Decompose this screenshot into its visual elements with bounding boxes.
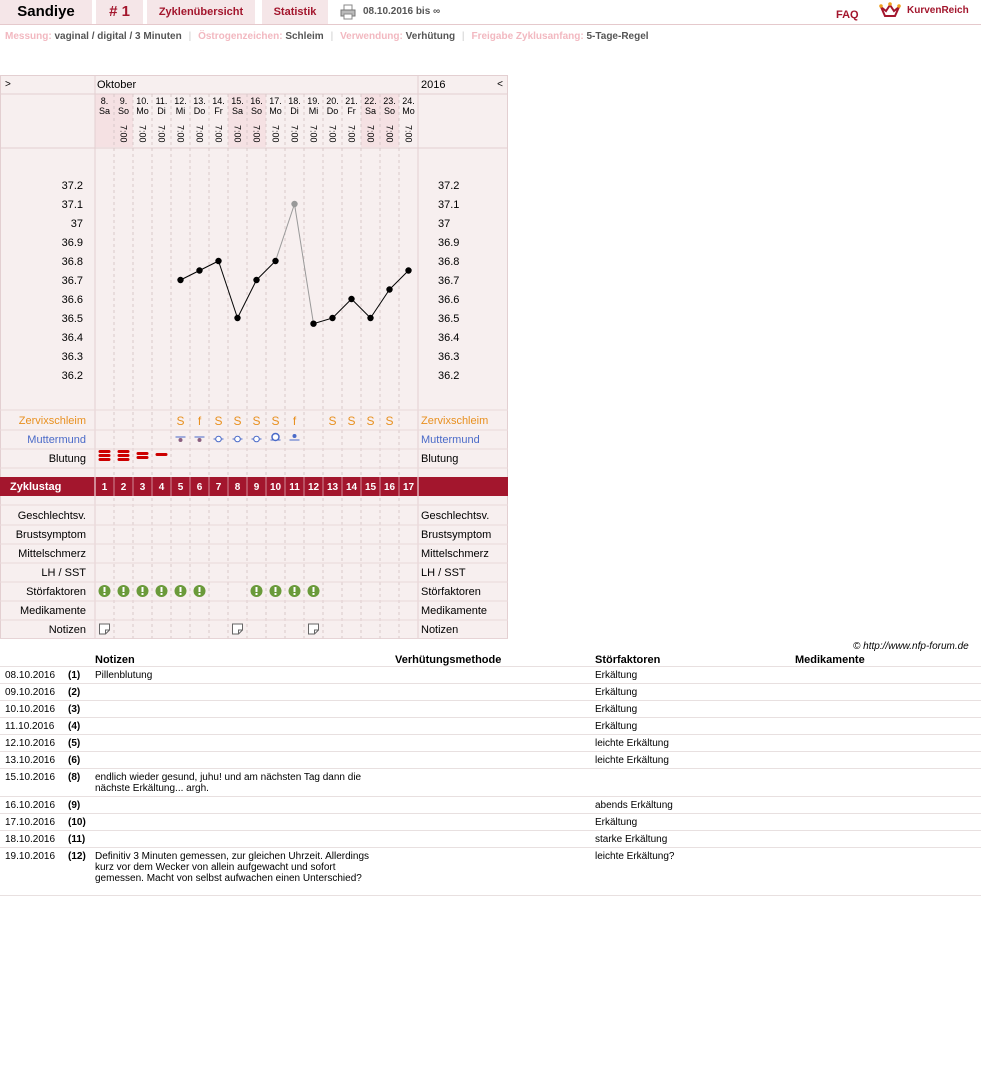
mucus-marker: S [214,414,223,428]
temp-axis-label-left: 36.2 [61,370,83,382]
day-number: 12. [174,96,187,106]
temp-axis-label-left: 37.2 [61,180,83,192]
measure-time: 7:00 [403,125,414,143]
cycle-day-number: (4) [68,721,81,732]
year-label: 2016 [421,79,446,91]
temp-axis-label-right: 36.8 [438,256,460,268]
bleeding-marker [99,458,111,461]
table-row [0,814,981,831]
weekday-label: Mo [269,106,282,116]
temp-point[interactable] [253,277,259,283]
cycle-day-number: 15 [364,482,377,493]
cycle-day-number: 5 [177,482,184,493]
mucus-marker: S [271,414,280,428]
cycle-day-number: 10 [269,482,282,493]
date-range: 08.10.2016 bis ∞ [363,6,441,17]
disturbance-text: Erkältung [595,817,638,828]
table-row [0,735,981,752]
note-text: endlich wieder gesund, juhu! und am nächsten Tag dann die nächste Erkältung... argh. [95,772,362,794]
cycle-day-number: 9 [253,482,260,493]
weekday-label: Mi [175,106,186,116]
day-number: 11. [155,96,168,106]
measure-time: 7:00 [270,125,281,143]
table-row [0,701,981,718]
temp-axis-label-left: 36.9 [61,237,83,249]
cycle-day-number: (6) [68,755,81,766]
row-label-right-mittel: Mittelschmerz [421,548,489,560]
row-label-notizen: Notizen [48,624,86,636]
weekday-label: Mo [402,106,415,116]
setting-value: Verhütung [405,31,456,42]
warning-icon [180,587,182,592]
warning-icon [256,587,258,592]
crown-icon[interactable] [879,2,901,20]
disturbance-text: Erkältung [595,704,638,715]
day-number: 13. [193,96,206,106]
day-number: 22. [364,96,377,106]
username-tab[interactable]: Sandiye [0,0,92,24]
temp-axis-label-right: 36.3 [438,351,460,363]
warning-icon [180,593,182,595]
warning-icon [123,593,125,595]
cycle-day-number: (8) [68,772,81,783]
row-label-lh: LH / SST [41,567,86,579]
cycle-number-tab[interactable]: # 1 [96,0,143,24]
measure-time: 7:00 [213,125,224,143]
temp-axis-label-right: 36.5 [438,313,460,325]
warning-icon [294,587,296,592]
temp-point[interactable] [348,296,354,302]
table-row [0,684,981,701]
mucus-marker: S [252,414,261,428]
row-label-right-lh: LH / SST [421,567,466,579]
note-date: 09.10.2016 [5,687,56,698]
row-label-right-blutung: Blutung [421,453,459,465]
temp-axis-label-right: 36.6 [438,294,460,306]
temp-axis-label-left: 36.3 [61,351,83,363]
warning-icon [294,593,296,595]
settings-line: Messung: vaginal / digital / 3 Minuten | Östrogenzeichen: Schleim | Verwendung: Verhütung | Freigabe Zyklusanfang: 5-Tage-Regel [5,31,649,42]
notes-table-header [0,653,981,667]
table-row [0,769,981,797]
notes-header: Notizen [95,654,135,666]
cycle-day-number: (1) [68,670,81,681]
warning-icon [161,593,163,595]
cycle-chart [0,75,508,639]
cervix-marker [235,436,241,442]
cervix-marker [272,434,279,441]
day-number: 24. [402,96,415,106]
row-label-right-muttermund: Muttermund [421,434,480,446]
cycle-day-number: 2 [120,482,127,493]
note-text: Definitiv 3 Minuten gemessen, zur gleichen Uhrzeit. Allerdings kurz vor dem Wecker von allein aufgewacht und sofort gemessen. Macht von selbst aufwachen einen Unterschied? [95,851,370,884]
temp-axis-label-left: 36.7 [61,275,83,287]
note-date: 10.10.2016 [5,704,56,715]
cycle-day-number: 6 [196,482,203,493]
weekday-label: Fr [347,106,356,116]
mucus-marker: S [347,414,356,428]
row-label-medi: Medikamente [19,605,86,617]
disturbance-text: Erkältung [595,687,638,698]
weekday-label: Do [193,106,206,116]
note-date: 13.10.2016 [5,755,56,766]
temp-point[interactable] [177,277,183,283]
printer-icon[interactable] [340,4,356,20]
temp-point[interactable] [234,315,240,321]
cycle-day-number: 12 [307,482,320,493]
row-label-right-stor: Störfaktoren [421,586,481,598]
measure-time: 7:00 [289,125,300,143]
nav-next-button[interactable]: < [497,79,503,90]
bleeding-marker [118,458,130,461]
temp-axis-label-left: 37.1 [61,199,83,211]
setting-label: Freigabe Zyklusanfang: [471,31,584,42]
cycle-day-number: (3) [68,704,81,715]
cycle-day-number: (11) [68,834,86,845]
cycle-day-number: 1 [101,482,108,493]
day-number: 14. [212,96,225,106]
cycle-day-number: (5) [68,738,81,749]
weekday-label: Sa [98,106,111,116]
bleeding-marker [118,450,130,453]
weekday-label: Do [326,106,339,116]
medication-header: Medikamente [795,654,865,666]
temp-axis-label-left: 36.4 [61,332,83,344]
warning-icon [199,593,201,595]
setting-label: Verwendung: [340,31,403,42]
measure-time: 7:00 [118,125,129,143]
day-number: 8. [100,96,109,106]
weekday-label: Di [157,106,166,116]
measure-time: 7:00 [365,125,376,143]
mucus-marker: S [176,414,185,428]
day-number: 17. [269,96,282,106]
row-label-mittel: Mittelschmerz [18,548,86,560]
table-row [0,667,981,684]
temp-point[interactable] [329,315,335,321]
day-number: 23. [383,96,396,106]
temp-axis-label-right: 36.4 [438,332,460,344]
note-date: 15.10.2016 [5,772,56,783]
cervix-marker [198,438,202,442]
warning-icon [142,593,144,595]
cycle-day-number: (10) [68,817,86,828]
note-date: 16.10.2016 [5,800,56,811]
bleeding-marker [137,456,149,459]
row-label-right-medi: Medikamente [421,605,488,617]
measure-time: 7:00 [346,125,357,143]
note-date: 18.10.2016 [5,834,56,845]
tab-cycle-overview[interactable]: Zyklenübersicht [147,0,255,24]
day-number: 18. [288,96,301,106]
warning-icon [313,587,315,592]
table-row [0,752,981,769]
measure-time: 7:00 [327,125,338,143]
warning-icon [123,587,125,592]
temp-point[interactable] [272,258,278,264]
measure-time: 7:00 [384,125,395,143]
temp-axis-label-left: 36.5 [61,313,83,325]
mucus-marker: S [366,414,375,428]
weekday-label: Sa [364,106,377,116]
warning-icon [104,587,106,592]
weekday-label: Mi [308,106,319,116]
temp-axis-label-left: 37 [70,218,83,230]
disturbance-text: abends Erkältung [595,800,673,811]
cycle-day-number: 8 [234,482,241,493]
warning-icon [142,587,144,592]
temp-axis-label-right: 37.2 [438,180,460,192]
warning-icon [199,587,201,592]
weekday-label: So [383,106,396,116]
measure-time: 7:00 [251,125,262,143]
copyright-text: © http://www.nfp-forum.de [853,641,969,652]
row-label-blutung: Blutung [48,453,86,465]
cervix-marker [254,436,260,442]
bleeding-marker [99,454,111,457]
measure-time: 7:00 [308,125,319,143]
warning-icon [313,593,315,595]
disturbance-text: leichte Erkältung [595,738,669,749]
cycle-day-number: 4 [158,482,165,493]
note-date: 17.10.2016 [5,817,56,828]
temp-point[interactable] [367,315,373,321]
warning-icon [256,593,258,595]
disturbance-text: Erkältung [595,670,638,681]
measure-time: 7:00 [137,125,148,143]
mucus-marker: f [197,414,202,428]
temp-point[interactable] [310,321,316,327]
temp-axis-label-right: 37 [438,218,451,230]
row-label-muttermund: Muttermund [27,434,86,446]
day-number: 16. [250,96,263,106]
bleeding-marker [137,452,149,455]
temp-axis-label-left: 36.6 [61,294,83,306]
row-label-zervix: Zervixschleim [18,415,86,427]
row-label-right-gv: Geschlechtsv. [421,510,490,522]
cervix-marker [179,438,183,442]
temp-point[interactable] [196,267,202,273]
table-row [0,797,981,814]
disturbance-header: Störfaktoren [595,654,661,666]
weekday-label: Di [290,106,299,116]
note-date: 12.10.2016 [5,738,56,749]
row-label-gv: Geschlechtsv. [17,510,86,522]
faq-link[interactable]: FAQ [836,9,859,21]
table-row [0,718,981,735]
day-number: 19. [307,96,320,106]
mucus-marker: S [233,414,242,428]
temp-point[interactable] [386,286,392,292]
setting-label: Messung: [5,31,52,42]
temp-axis-label-right: 36.2 [438,370,460,382]
note-date: 08.10.2016 [5,670,56,681]
disturbance-text: leichte Erkältung [595,755,669,766]
cervix-marker [293,434,297,438]
temp-point[interactable] [405,267,411,273]
day-number: 15. [231,96,244,106]
table-row [0,831,981,848]
setting-value: Schleim [285,31,324,42]
row-label-right-brust: Brustsymptom [421,529,492,541]
cycle-day-label: Zyklustag [10,481,62,493]
warning-icon [104,593,106,595]
cycle-chart-svg [0,75,508,639]
cycle-day-number: (9) [68,800,81,811]
row-label-stor: Störfaktoren [26,586,86,598]
measure-time: 7:00 [232,125,243,143]
cycle-day-number: 13 [326,482,339,493]
setting-value: vaginal / digital / 3 Minuten [54,31,182,42]
measure-time: 7:00 [194,125,205,143]
setting-value: 5-Tage-Regel [586,31,649,42]
bleeding-marker [156,453,168,456]
weekday-label: So [250,106,263,116]
row-label-right-notizen: Notizen [421,624,459,636]
temp-axis-label-right: 36.7 [438,275,460,287]
disturbance-text: starke Erkältung [595,834,668,845]
row-label-right-zervix: Zervixschleim [421,415,489,427]
measure-time: 7:00 [156,125,167,143]
note-text: Pillenblutung [95,670,153,681]
cycle-day-number: 3 [139,482,146,493]
mucus-marker: f [292,414,297,428]
day-number: 9. [119,96,128,106]
tab-statistics[interactable]: Statistik [262,0,328,24]
top-bar [0,0,981,25]
weekday-label: Mo [136,106,149,116]
disturbance-text: Erkältung [595,721,638,732]
contraception-header: Verhütungsmethode [395,654,502,666]
warning-icon [161,587,163,592]
logo-text[interactable]: KurvenReich [907,5,969,16]
day-number: 10. [136,96,149,106]
mucus-marker: S [385,414,394,428]
weekday-label: Fr [214,106,223,116]
table-row [0,848,981,896]
cycle-day-number: 14 [345,482,358,493]
temp-point[interactable] [291,201,297,207]
warning-icon [275,593,277,595]
month-label: Oktober [97,79,137,91]
disturbance-text: leichte Erkältung? [595,851,675,862]
setting-label: Östrogenzeichen: [198,31,283,42]
note-date: 11.10.2016 [5,721,55,732]
cycle-day-number: 17 [402,482,415,493]
measure-time: 7:00 [175,125,186,143]
weekday-label: So [117,106,130,116]
day-number: 21. [345,96,358,106]
temp-point[interactable] [215,258,221,264]
bleeding-marker [99,450,111,453]
bleeding-marker [118,454,130,457]
cycle-day-number: (2) [68,687,81,698]
cervix-marker [216,436,222,442]
day-number: 20. [326,96,339,106]
warning-icon [275,587,277,592]
weekday-label: Sa [231,106,244,116]
cycle-day-number: (12) [68,851,86,862]
cycle-day-number: 11 [289,482,300,493]
note-date: 19.10.2016 [5,851,56,862]
temp-axis-label-left: 36.8 [61,256,83,268]
cycle-day-number: 7 [215,482,222,493]
temp-axis-label-right: 37.1 [438,199,460,211]
temp-axis-label-right: 36.9 [438,237,460,249]
row-label-brust: Brustsymptom [15,529,86,541]
cycle-day-number: 16 [383,482,396,493]
mucus-marker: S [328,414,337,428]
nav-prev-button[interactable]: > [5,79,11,90]
